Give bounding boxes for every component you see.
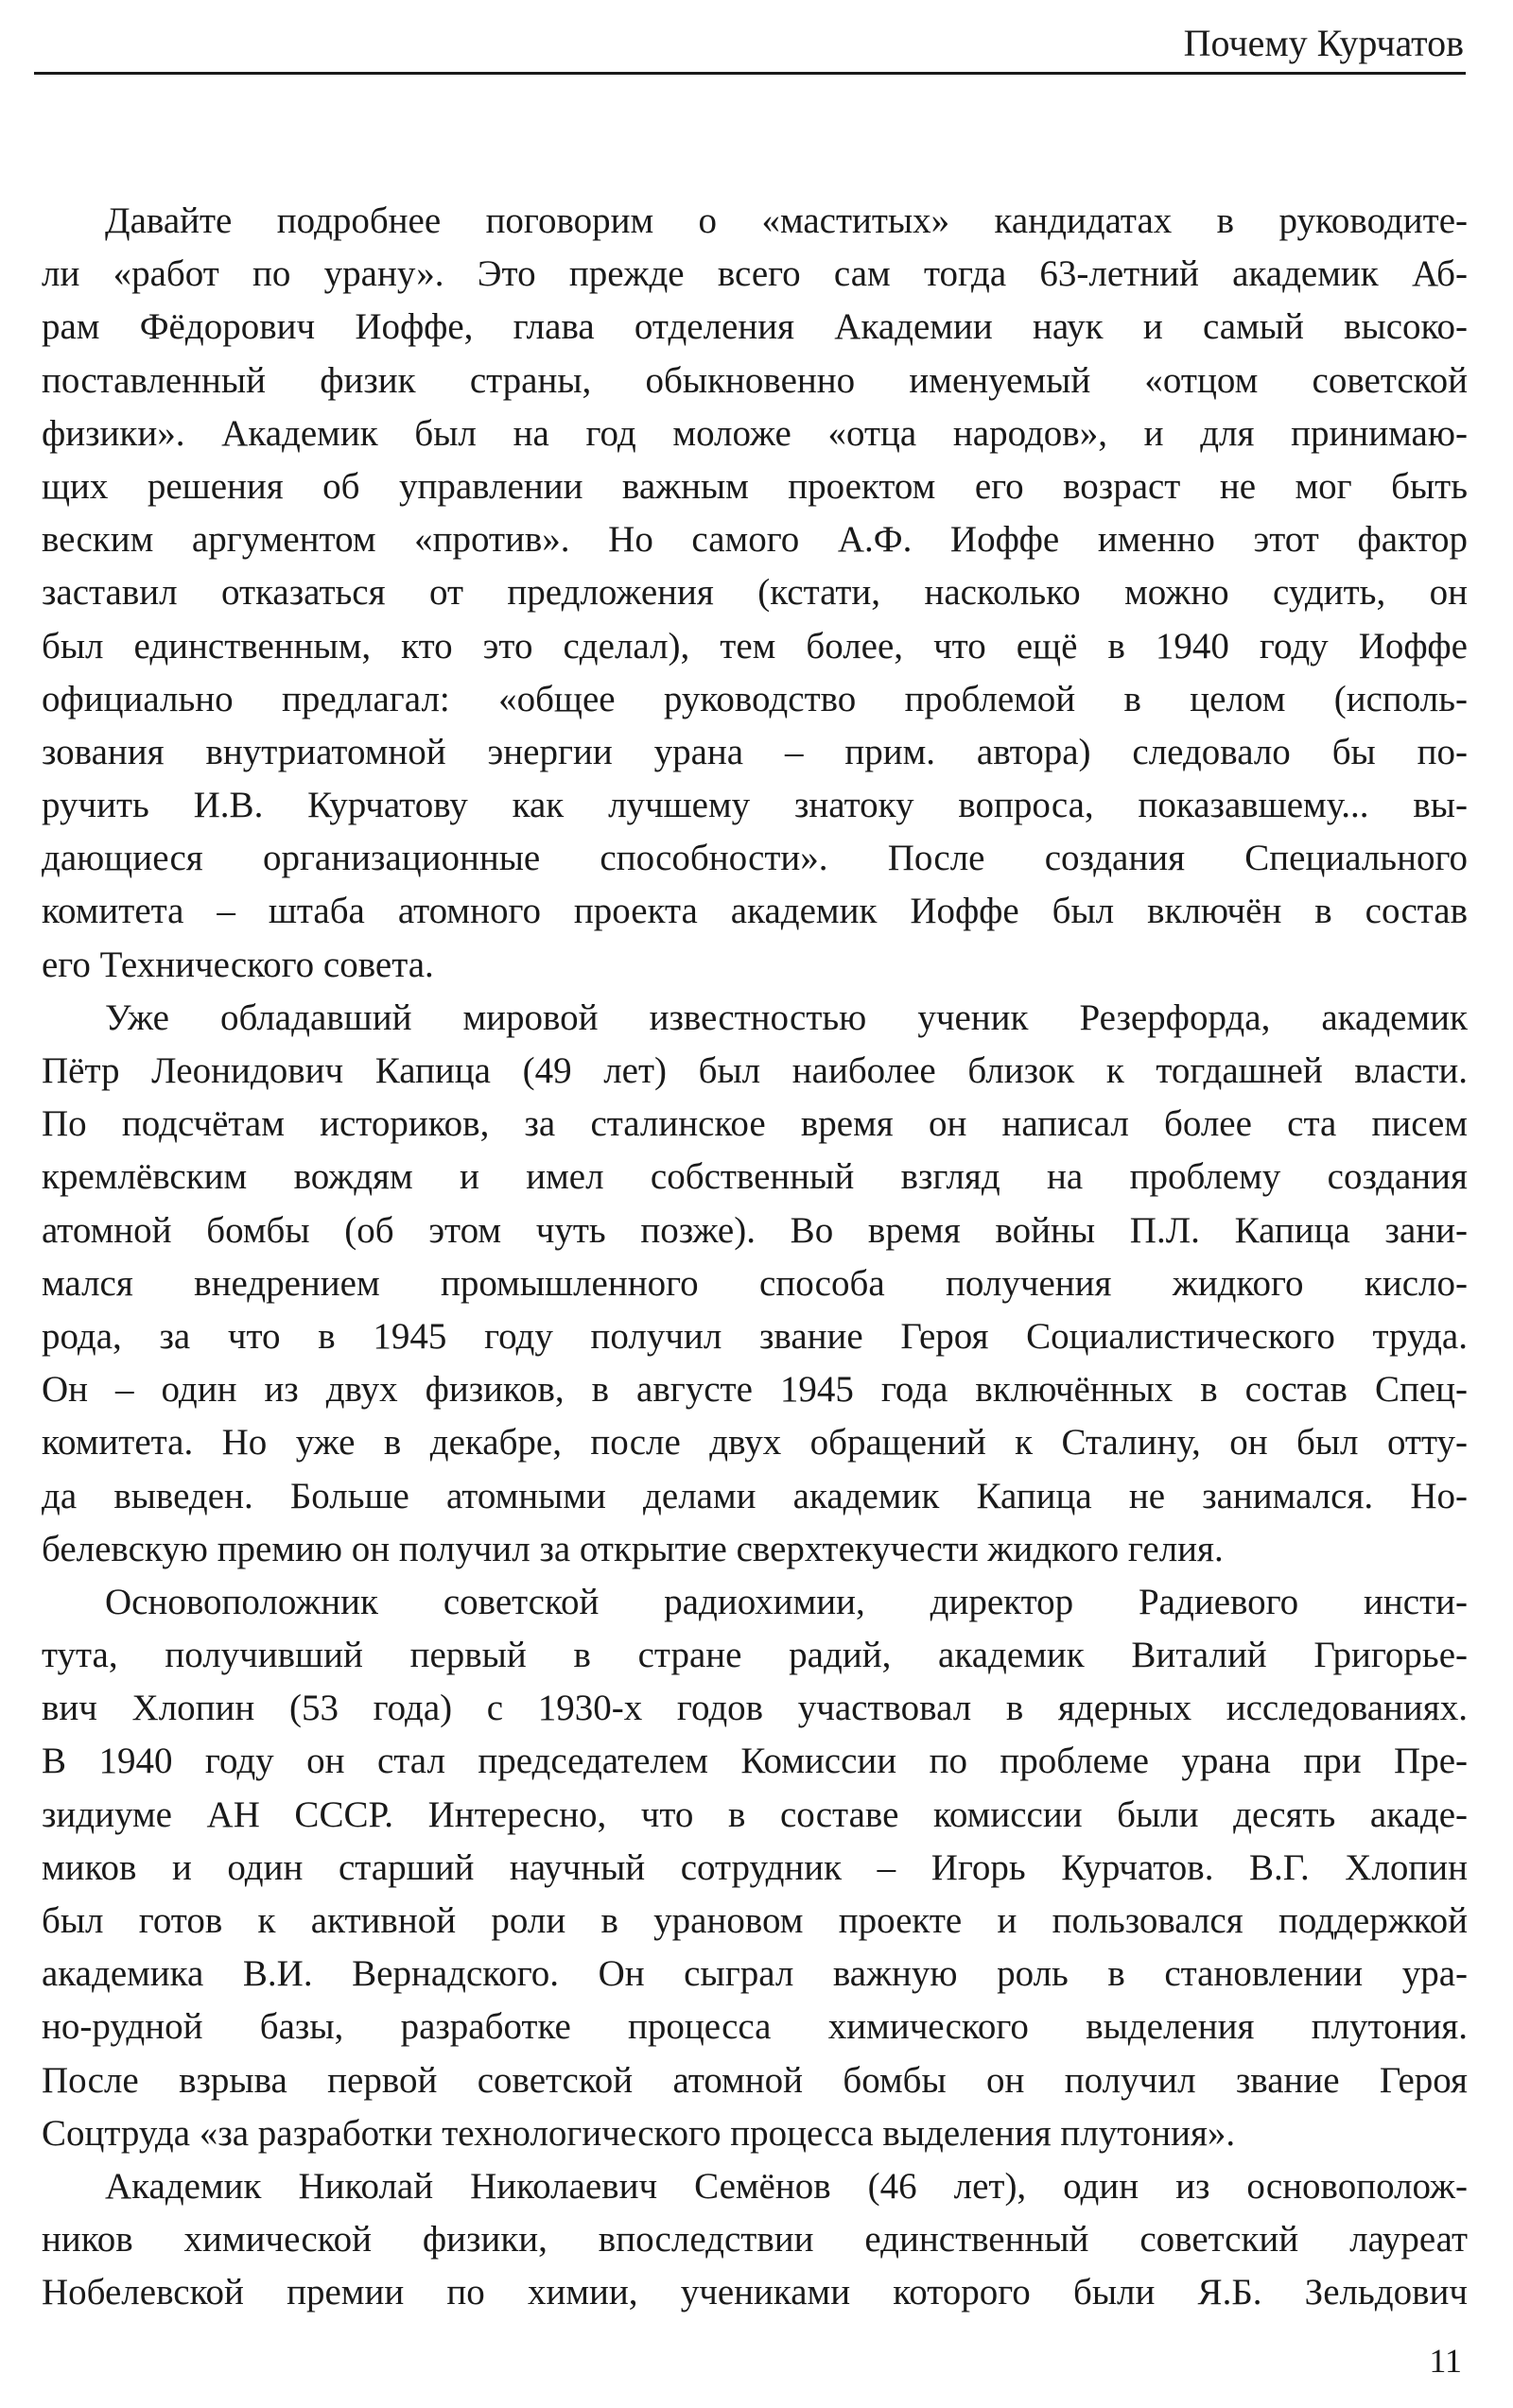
text-line: По подсчётам историков, за сталинское время он написал более ста писем <box>42 1103 1468 1145</box>
text-line: ручить И.В. Курчатову как лучшему знатоку вопроса, показавшему... вы- <box>42 785 1468 826</box>
running-header-title: Почему Курчатов <box>1183 22 1464 64</box>
text-line: да выведен. Больше атомными делами академик Капица не занимался. Но- <box>42 1475 1468 1516</box>
text-line: зования внутриатомной энергии урана – прим. автора) следовало бы по- <box>42 731 1468 772</box>
text-line: В 1940 году он стал председателем Комиссии по проблеме урана при Пре- <box>42 1741 1468 1782</box>
text-line: Основоположник советской радиохимии, директор Радиевого инсти- <box>105 1581 1468 1622</box>
text-line: заставил отказаться от предложения (кстати, насколько можно судить, он <box>42 572 1468 614</box>
text-line: Академик Николай Николаевич Семёнов (46 лет), один из основополож- <box>105 2165 1468 2207</box>
text-line: Нобелевской премии по химии, учениками которого были Я.Б. Зельдович <box>42 2272 1468 2313</box>
text-line: тута, получивший первый в стране радий, академик Виталий Григорье- <box>42 1635 1468 1676</box>
text-line: Уже обладавший мировой известностью ученик Резерфорда, академик <box>105 996 1468 1038</box>
text-line: ли «работ по урану». Это прежде всего сам тогда 63-летний академик Аб- <box>42 253 1468 295</box>
text-line: был готов к активной роли в урановом проекте и пользовался поддержкой <box>42 1900 1468 1941</box>
text-line: зидиуме АН СССР. Интересно, что в составе комиссии были десять акаде- <box>42 1793 1468 1835</box>
page-number: 11 <box>1429 2342 1462 2380</box>
text-line: Давайте подробнее поговорим о «маститых» кандидатах в руководите- <box>105 200 1468 241</box>
text-line: комитета. Но уже в декабре, после двух обращений к Сталину, он был отту- <box>42 1422 1468 1464</box>
text-line: но-рудной базы, разработке процесса химического выделения плутония. <box>42 2006 1468 2048</box>
text-line: академика В.И. Вернадского. Он сыграл важную роль в становлении ура- <box>42 1953 1468 1995</box>
text-line: рам Фёдорович Иоффе, глава отделения Академии наук и самый высоко- <box>42 306 1468 348</box>
text-line: официально предлагал: «общее руководство проблемой в целом (исполь- <box>42 678 1468 719</box>
text-line: рода, за что в 1945 году получил звание Героя Социалистического труда. <box>42 1315 1468 1357</box>
body-text <box>42 195 1468 2320</box>
text-line: комитета – штаба атомного проекта академик Иоффе был включён в состав <box>42 891 1468 932</box>
text-line: Соцтруда «за разработки технологического процесса выделения плутония». <box>42 2112 1236 2154</box>
text-line: Он – один из двух физиков, в августе 1945 года включённых в состав Спец- <box>42 1369 1468 1411</box>
text-line: миков и один старший научный сотрудник – Игорь Курчатов. В.Г. Хлопин <box>42 1846 1468 1888</box>
text-line: После взрыва первой советской атомной бомбы он получил звание Героя <box>42 2059 1468 2101</box>
text-line: щих решения об управлении важным проектом его возраст не мог быть <box>42 465 1468 507</box>
text-line: мался внедрением промышленного способа получения жидкого кисло- <box>42 1262 1468 1304</box>
text-line: дающиеся организационные способности». После создания Специального <box>42 838 1468 879</box>
text-line: ников химической физики, впоследствии единственный советский лауреат <box>42 2219 1468 2261</box>
text-line: белевскую премию он получил за открытие сверхтекучести жидкого гелия. <box>42 1528 1224 1569</box>
header-rule <box>34 72 1466 75</box>
text-line: атомной бомбы (об этом чуть позже). Во время войны П.Л. Капица зани- <box>42 1209 1468 1251</box>
text-line: его Технического совета. <box>42 944 434 985</box>
text-line: Пётр Леонидович Капица (49 лет) был наиболее близок к тогдашней власти. <box>42 1050 1468 1091</box>
text-line: кремлёвским вождям и имел собственный взгляд на проблему создания <box>42 1156 1468 1198</box>
text-line: веским аргументом «против». Но самого А.Ф. Иоффе именно этот фактор <box>42 519 1468 561</box>
text-line: поставленный физик страны, обыкновенно именуемый «отцом советской <box>42 359 1468 401</box>
text-line: физики». Академик был на год моложе «отца народов», и для принимаю- <box>42 412 1468 454</box>
text-line: вич Хлопин (53 года) с 1930-х годов участвовал в ядерных исследованиях. <box>42 1688 1468 1729</box>
text-line: был единственным, кто это сделал), тем более, что ещё в 1940 году Иоффе <box>42 625 1468 667</box>
